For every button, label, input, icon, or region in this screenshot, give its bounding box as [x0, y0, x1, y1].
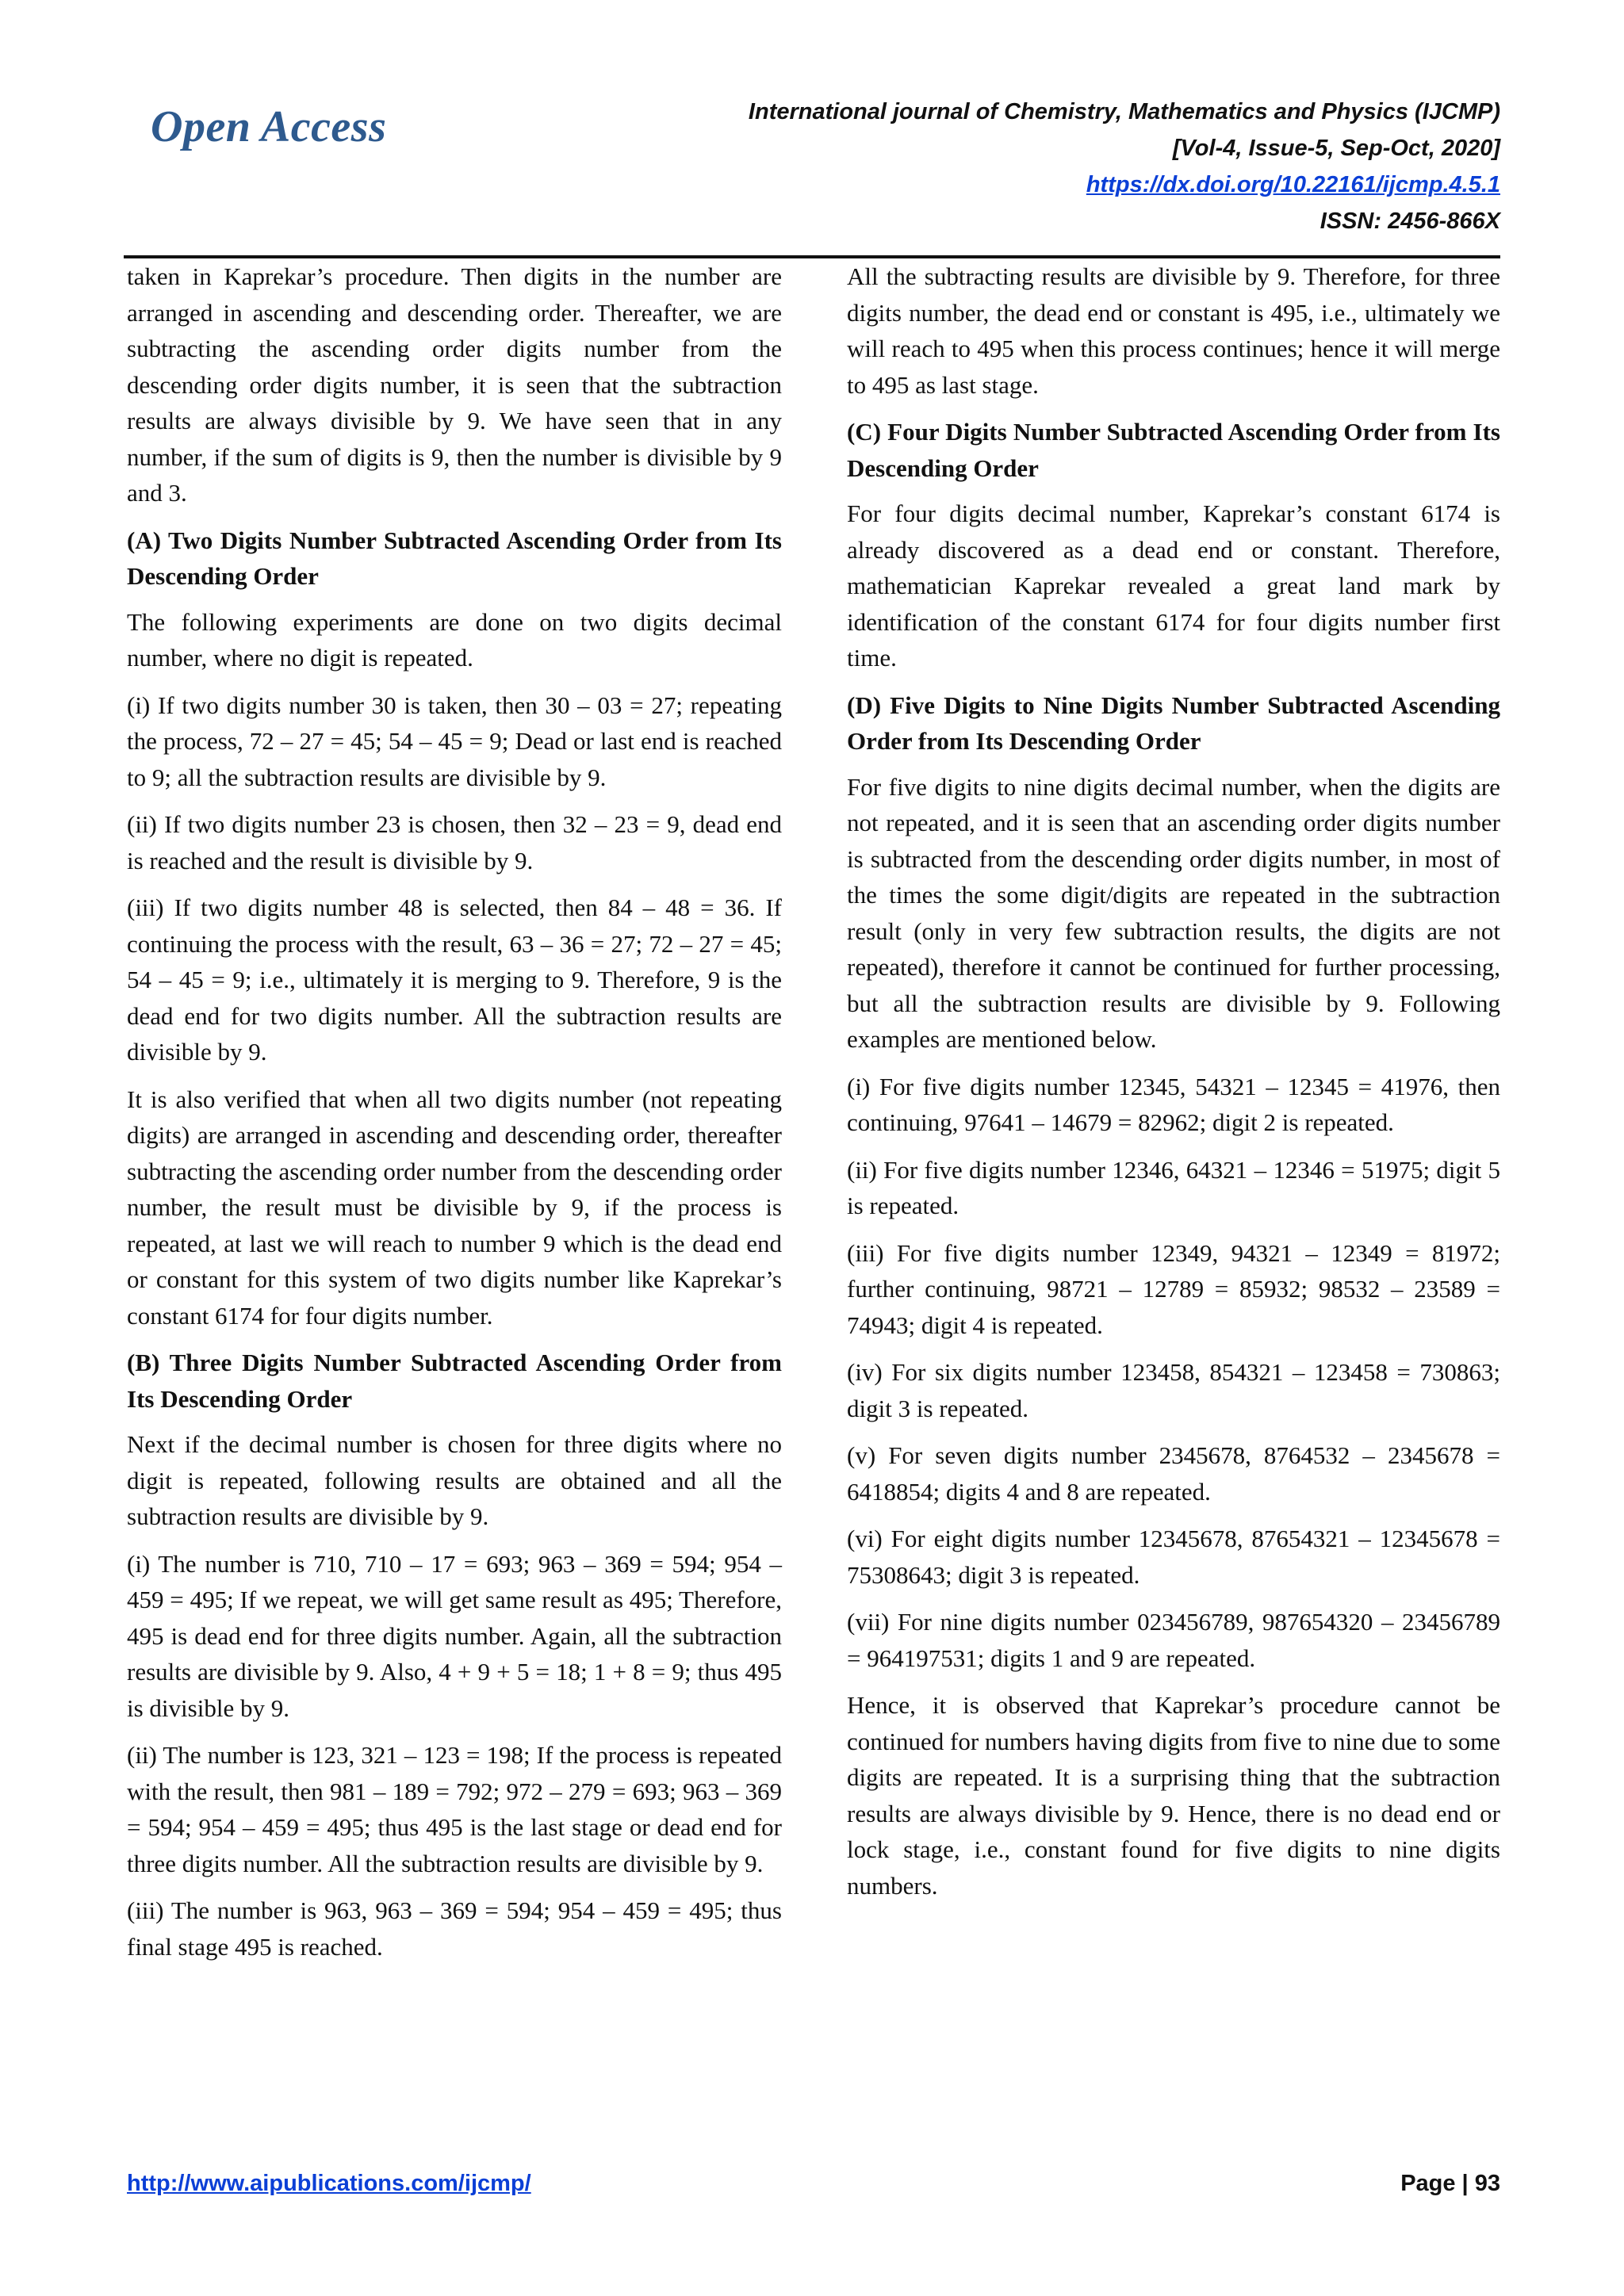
example-item: (vii) For nine digits number 023456789, 987654320 – 23456789 = 964197531; digits 1 and 9 are repeated.: [847, 1608, 1500, 1672]
paragraph: The following experiments are done on two digits decimal number, where no digit is repeated.: [127, 607, 782, 672]
example-item: (vi) For eight digits number 12345678, 87654321 – 12345678 = 75308643; digit 3 is repeated.: [847, 1525, 1500, 1589]
paragraph: All the subtracting results are divisible by 9. Therefore, for three digits number, the dead end or constant is 495, i.e., ultimately we will reach to 495 when this process continues; hence it will merge to 495 as last stage.: [847, 262, 1500, 399]
example-item: (v) For seven digits number 2345678, 8764532 – 2345678 = 6418854; digits 4 and 8 are repeated.: [847, 1441, 1500, 1506]
paragraph: Hence, it is observed that Kaprekar’s procedure cannot be continued for numbers having digits from five to nine due to some digits are repeated. It is a surprising thing that the subtraction results are always divisible by 9. Hence, there is no dead end or lock stage, i.e., constant found for five digits to nine digits numbers.: [847, 1691, 1500, 1900]
paragraph: Next if the decimal number is chosen for three digits where no digit is repeated, following results are obtained and all the subtraction results are divisible by 9.: [127, 1430, 782, 1530]
doi-link[interactable]: https://dx.doi.org/10.22161/ijcmp.4.5.1: [1086, 172, 1500, 197]
paragraph: taken in Kaprekar’s procedure. Then digits in the number are arranged in ascending and descending order. Thereafter, we are subtracting the ascending order digits number from the descending order digits number, it is seen that the subtraction results are always divisible by 9. We have seen that in any number, if the sum of digits is 9, then the number is divisible by 9 and 3.: [127, 262, 782, 507]
section-heading-c: (C) Four Digits Number Subtracted Ascending Order from Its Descending Order: [847, 418, 1500, 482]
example-item: (i) The number is 710, 710 – 17 = 693; 963 – 369 = 594; 954 – 459 = 495; If we repeat, we will get same result as 495; Therefore, 495 is dead end for three digits number. Again, all the subtraction results are divisible by 9. Also, 4 + 9 + 5 = 18; 1 + 8 = 9; thus 495 is divisible by 9.: [127, 1549, 782, 1722]
issn: ISSN: 2456-866X: [1320, 209, 1500, 234]
left-column: [127, 258, 782, 1976]
paragraph: It is also verified that when all two digits number (not repeating digits) are arranged in ascending and descending order, thereafter subtracting the ascending order number from the descending order number, the result must be divisible by 9, if the process is repeated, at last we will reach to number 9 which is the dead end or constant for this system of two digits number like Kaprekar’s constant 6174 for four digits number.: [127, 1085, 782, 1330]
open-access-logo: Open Access: [151, 102, 387, 151]
example-item: (iv) For six digits number 123458, 854321 – 123458 = 730863; digit 3 is repeated.: [847, 1358, 1500, 1422]
paragraph: For five digits to nine digits decimal number, when the digits are not repeated, and it is seen that an ascending order digits number is subtracted from the descending order digits number, in most of the times the some digit/digits are repeated in the subtraction result (only in very few subtraction results, the digits are not repeated), therefore it cannot be continued for further processing, but all the subtraction results are divisible by 9. Following examples are mentioned below.: [847, 772, 1500, 1053]
example-item: (iii) The number is 963, 963 – 369 = 594; 954 – 459 = 495; thus final stage 495 is reached.: [127, 1896, 782, 1961]
section-heading-d: (D) Five Digits to Nine Digits Number Subtracted Ascending Order from Its Descending Order: [847, 691, 1500, 755]
example-item: (i) For five digits number 12345, 54321 – 12345 = 41976, then continuing, 97641 – 14679 = 82962; digit 2 is repeated.: [847, 1072, 1500, 1136]
section-heading-b: (B) Three Digits Number Subtracted Ascending Order from Its Descending Order: [127, 1349, 782, 1413]
example-item: (iii) For five digits number 12349, 94321 – 12349 = 81972; further continuing, 98721 – 12789 = 85932; 98532 – 23589 = 74943; digit 4 is repeated.: [847, 1238, 1500, 1339]
section-heading-a: (A) Two Digits Number Subtracted Ascending Order from Its Descending Order: [127, 526, 782, 590]
page-number: Page | 93: [1400, 2171, 1500, 2196]
journal-volume: [Vol-4, Issue-5, Sep-Oct, 2020]: [1172, 136, 1500, 161]
journal-title: International journal of Chemistry, Mathematics and Physics (IJCMP): [748, 99, 1500, 124]
journal-header: [549, 94, 1500, 239]
footer-website-link[interactable]: http://www.aipublications.com/ijcmp/: [127, 2171, 531, 2196]
example-item: (iii) If two digits number 48 is selected, then 84 – 48 = 36. If continuing the process with the result, 63 – 36 = 27; 72 – 27 = 45; 54 – 45 = 9; i.e., ultimately it is merging to 9. Therefore, 9 is the dead end for two digits number. All the subtraction results are divisible by 9.: [127, 894, 782, 1066]
right-column: [847, 258, 1500, 1915]
example-item: (i) If two digits number 30 is taken, then 30 – 03 = 27; repeating the process, 72 – 27 = 45; 54 – 45 = 9; Dead or last end is reached to 9; all the subtraction results are divisible by 9.: [127, 691, 782, 791]
example-item: (ii) The number is 123, 321 – 123 = 198; If the process is repeated with the result, then 981 – 189 = 792; 972 – 279 = 693; 963 – 369 = 594; 954 – 459 = 495; thus 495 is the last stage or dead end for three digits number. All the subtraction results are divisible by 9.: [127, 1741, 782, 1877]
example-item: (ii) If two digits number 23 is chosen, then 32 – 23 = 9, dead end is reached and the result is divisible by 9.: [127, 810, 782, 874]
example-item: (ii) For five digits number 12346, 64321 – 12346 = 51975; digit 5 is repeated.: [847, 1155, 1500, 1219]
paragraph: For four digits decimal number, Kaprekar’s constant 6174 is already discovered as a dead end or constant. Therefore, mathematician Kaprekar revealed a great land mark by identification of the constant 6174 for four digits number first time.: [847, 499, 1500, 672]
